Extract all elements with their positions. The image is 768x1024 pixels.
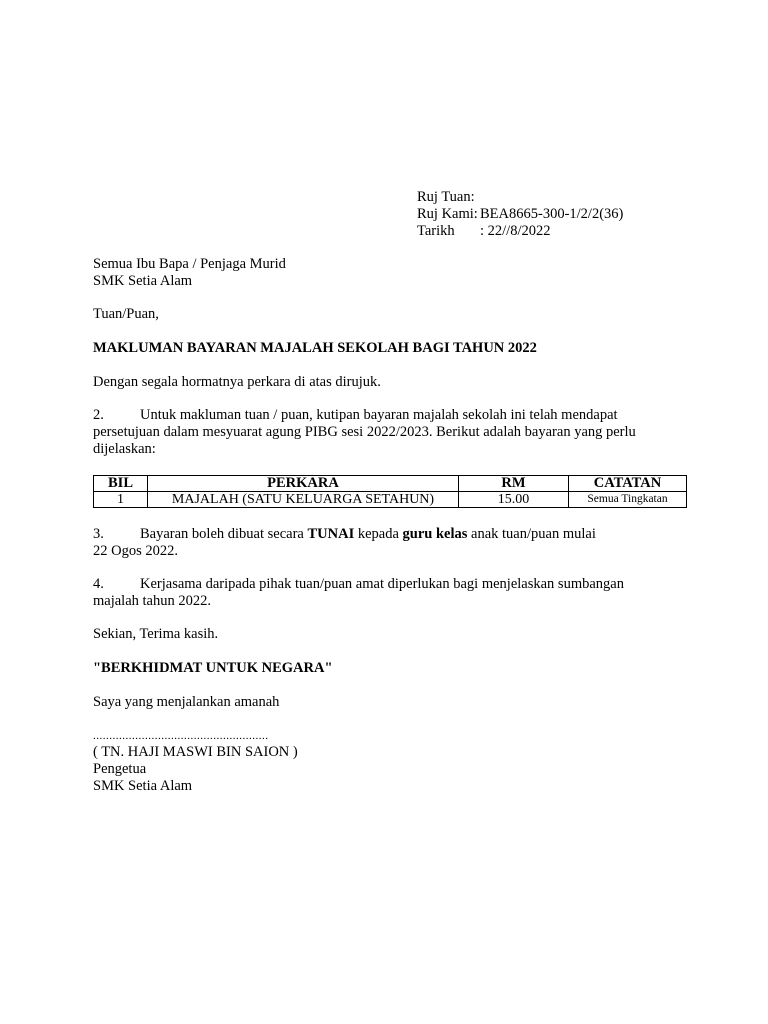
paragraph-2-line-2: persetujuan dalam mesyuarat agung PIBG sesi 2022/2023. Berikut adalah bayaran yang perlu <box>93 424 636 440</box>
column-header-perkara: PERKARA <box>148 476 459 492</box>
paragraph-3-number: 3. <box>93 526 104 542</box>
ruj-tuan-label: Ruj Tuan: <box>417 189 475 205</box>
ruj-kami-label: Ruj Kami: <box>417 206 478 222</box>
paragraph-3-bold-tunai: TUNAI <box>307 526 355 542</box>
paragraph-2-number: 2. <box>93 407 104 423</box>
paragraph-3-text-c: anak tuan/puan mulai <box>467 526 596 542</box>
salutation: Tuan/Puan, <box>93 306 159 322</box>
recipient-line-1: Semua Ibu Bapa / Penjaga Murid <box>93 256 286 272</box>
cell-perkara: MAJALAH (SATU KELUARGA SETAHUN) <box>148 492 459 508</box>
column-header-bil: BIL <box>94 476 148 492</box>
paragraph-4-line-2: majalah tahun 2022. <box>93 593 211 609</box>
paragraph-3-bold-guru-kelas: guru kelas <box>402 526 468 542</box>
column-header-rm: RM <box>459 476 569 492</box>
paragraph-2 <box>93 407 693 458</box>
signatory-school: SMK Setia Alam <box>93 778 193 794</box>
signature-line: ...................................................... <box>93 730 269 742</box>
table-header-row <box>94 476 687 492</box>
amanah-line: Saya yang menjalankan amanah <box>93 694 280 710</box>
paragraph-2-line-3: dijelaskan: <box>93 441 156 457</box>
tarikh-label: Tarikh <box>417 223 455 239</box>
paragraph-4 <box>93 576 693 610</box>
subject-heading: MAKLUMAN BAYARAN MAJALAH SEKOLAH BAGI TAHUN 2022 <box>93 340 537 356</box>
ruj-tuan-value <box>480 189 623 206</box>
paragraph-3-text-b: kepada <box>354 526 403 542</box>
cell-bil: 1 <box>94 492 148 508</box>
paragraph-2-line-1: Untuk makluman tuan / puan, kutipan bayaran majalah sekolah ini telah mendapat <box>140 407 618 423</box>
signatory-title: Pengetua <box>93 761 147 777</box>
paragraph-3-text-a: Bayaran boleh dibuat secara <box>140 526 308 542</box>
opening-line: Dengan segala hormatnya perkara di atas dirujuk. <box>93 374 381 390</box>
motto: "BERKHIDMAT UNTUK NEGARA" <box>93 660 333 676</box>
tarikh-value: : 22//8/2022 <box>480 223 551 239</box>
cell-catatan: Semua Tingkatan <box>569 492 687 508</box>
cell-rm: 15.00 <box>459 492 569 508</box>
payment-table <box>93 475 687 508</box>
ruj-kami-value: BEA8665-300-1/2/2(36) <box>480 206 624 222</box>
column-header-catatan: CATATAN <box>569 476 687 492</box>
table-row <box>94 492 687 508</box>
paragraph-4-line-1: Kerjasama daripada pihak tuan/puan amat diperlukan bagi menjelaskan sumbangan <box>140 576 624 592</box>
closing-line: Sekian, Terima kasih. <box>93 626 219 642</box>
recipient-line-2: SMK Setia Alam <box>93 273 193 289</box>
paragraph-4-number: 4. <box>93 576 104 592</box>
paragraph-3 <box>93 526 693 560</box>
signatory-name: ( TN. HAJI MASWI BIN SAION ) <box>93 744 298 760</box>
paragraph-3-line-2: 22 Ogos 2022. <box>93 543 178 559</box>
reference-block <box>417 189 623 240</box>
